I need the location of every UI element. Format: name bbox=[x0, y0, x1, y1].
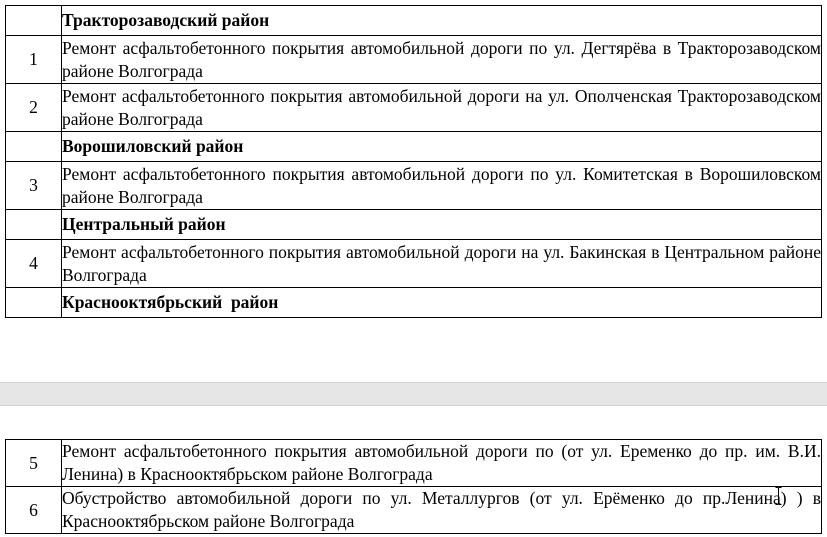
section-heading[interactable]: Краснооктябрьский район bbox=[62, 288, 822, 318]
row-number[interactable]: 4 bbox=[6, 240, 62, 288]
table-row bbox=[6, 36, 822, 84]
road-repair-table-page-1 bbox=[5, 5, 822, 318]
section-heading[interactable]: Центральный район bbox=[62, 210, 822, 240]
empty-number-cell bbox=[6, 6, 62, 36]
row-description[interactable]: Ремонт асфальтобетонного покрытия автомобильной дороги по (от ул. Еременко до пр. им. В.И. Ленина) в Краснооктябрьском районе Волгограда bbox=[62, 440, 822, 487]
section-row-tsentralny bbox=[6, 210, 822, 240]
row-number[interactable]: 5 bbox=[6, 440, 62, 487]
section-heading[interactable]: Ворошиловский район bbox=[62, 132, 822, 162]
row-number[interactable]: 2 bbox=[6, 84, 62, 132]
section-row-krasnooktyabrsky bbox=[6, 288, 822, 318]
row-description[interactable]: Обустройство автомобильной дороги по ул. Металлургов (от ул. Ерёменко до пр.Ленина) ) в Краснооктябрьском районе Волгограда bbox=[62, 487, 822, 534]
table-row bbox=[6, 440, 822, 487]
table-row bbox=[6, 240, 822, 288]
empty-number-cell bbox=[6, 210, 62, 240]
row-number[interactable]: 3 bbox=[6, 162, 62, 210]
row-description[interactable]: Ремонт асфальтобетонного покрытия автомобильной дороги по ул. Дегтярёва в Тракторозаводском районе Волгограда bbox=[62, 36, 822, 84]
table-row bbox=[6, 487, 822, 534]
table-row bbox=[6, 84, 822, 132]
text-cursor-icon bbox=[775, 487, 782, 505]
row-number[interactable]: 6 bbox=[6, 487, 62, 534]
row-description[interactable]: Ремонт асфальтобетонного покрытия автомобильной дороги на ул. Ополченская Тракторозаводском районе Волгограда bbox=[62, 84, 822, 132]
road-repair-table-page-2 bbox=[5, 439, 822, 534]
table-row bbox=[6, 162, 822, 210]
row-number[interactable]: 1 bbox=[6, 36, 62, 84]
page-break-separator bbox=[0, 382, 827, 406]
empty-number-cell bbox=[6, 288, 62, 318]
section-heading[interactable]: Тракторозаводский район bbox=[62, 6, 822, 36]
row-description[interactable]: Ремонт асфальтобетонного покрытия автомобильной дороги по ул. Комитетская в Ворошиловском районе Волгограда bbox=[62, 162, 822, 210]
row-description[interactable]: Ремонт асфальтобетонного покрытия автомобильной дороги на ул. Бакинская в Центральном районе Волгограда bbox=[62, 240, 822, 288]
empty-number-cell bbox=[6, 132, 62, 162]
section-row-voroshilovsky bbox=[6, 132, 822, 162]
section-row-traktorozavodsky bbox=[6, 6, 822, 36]
